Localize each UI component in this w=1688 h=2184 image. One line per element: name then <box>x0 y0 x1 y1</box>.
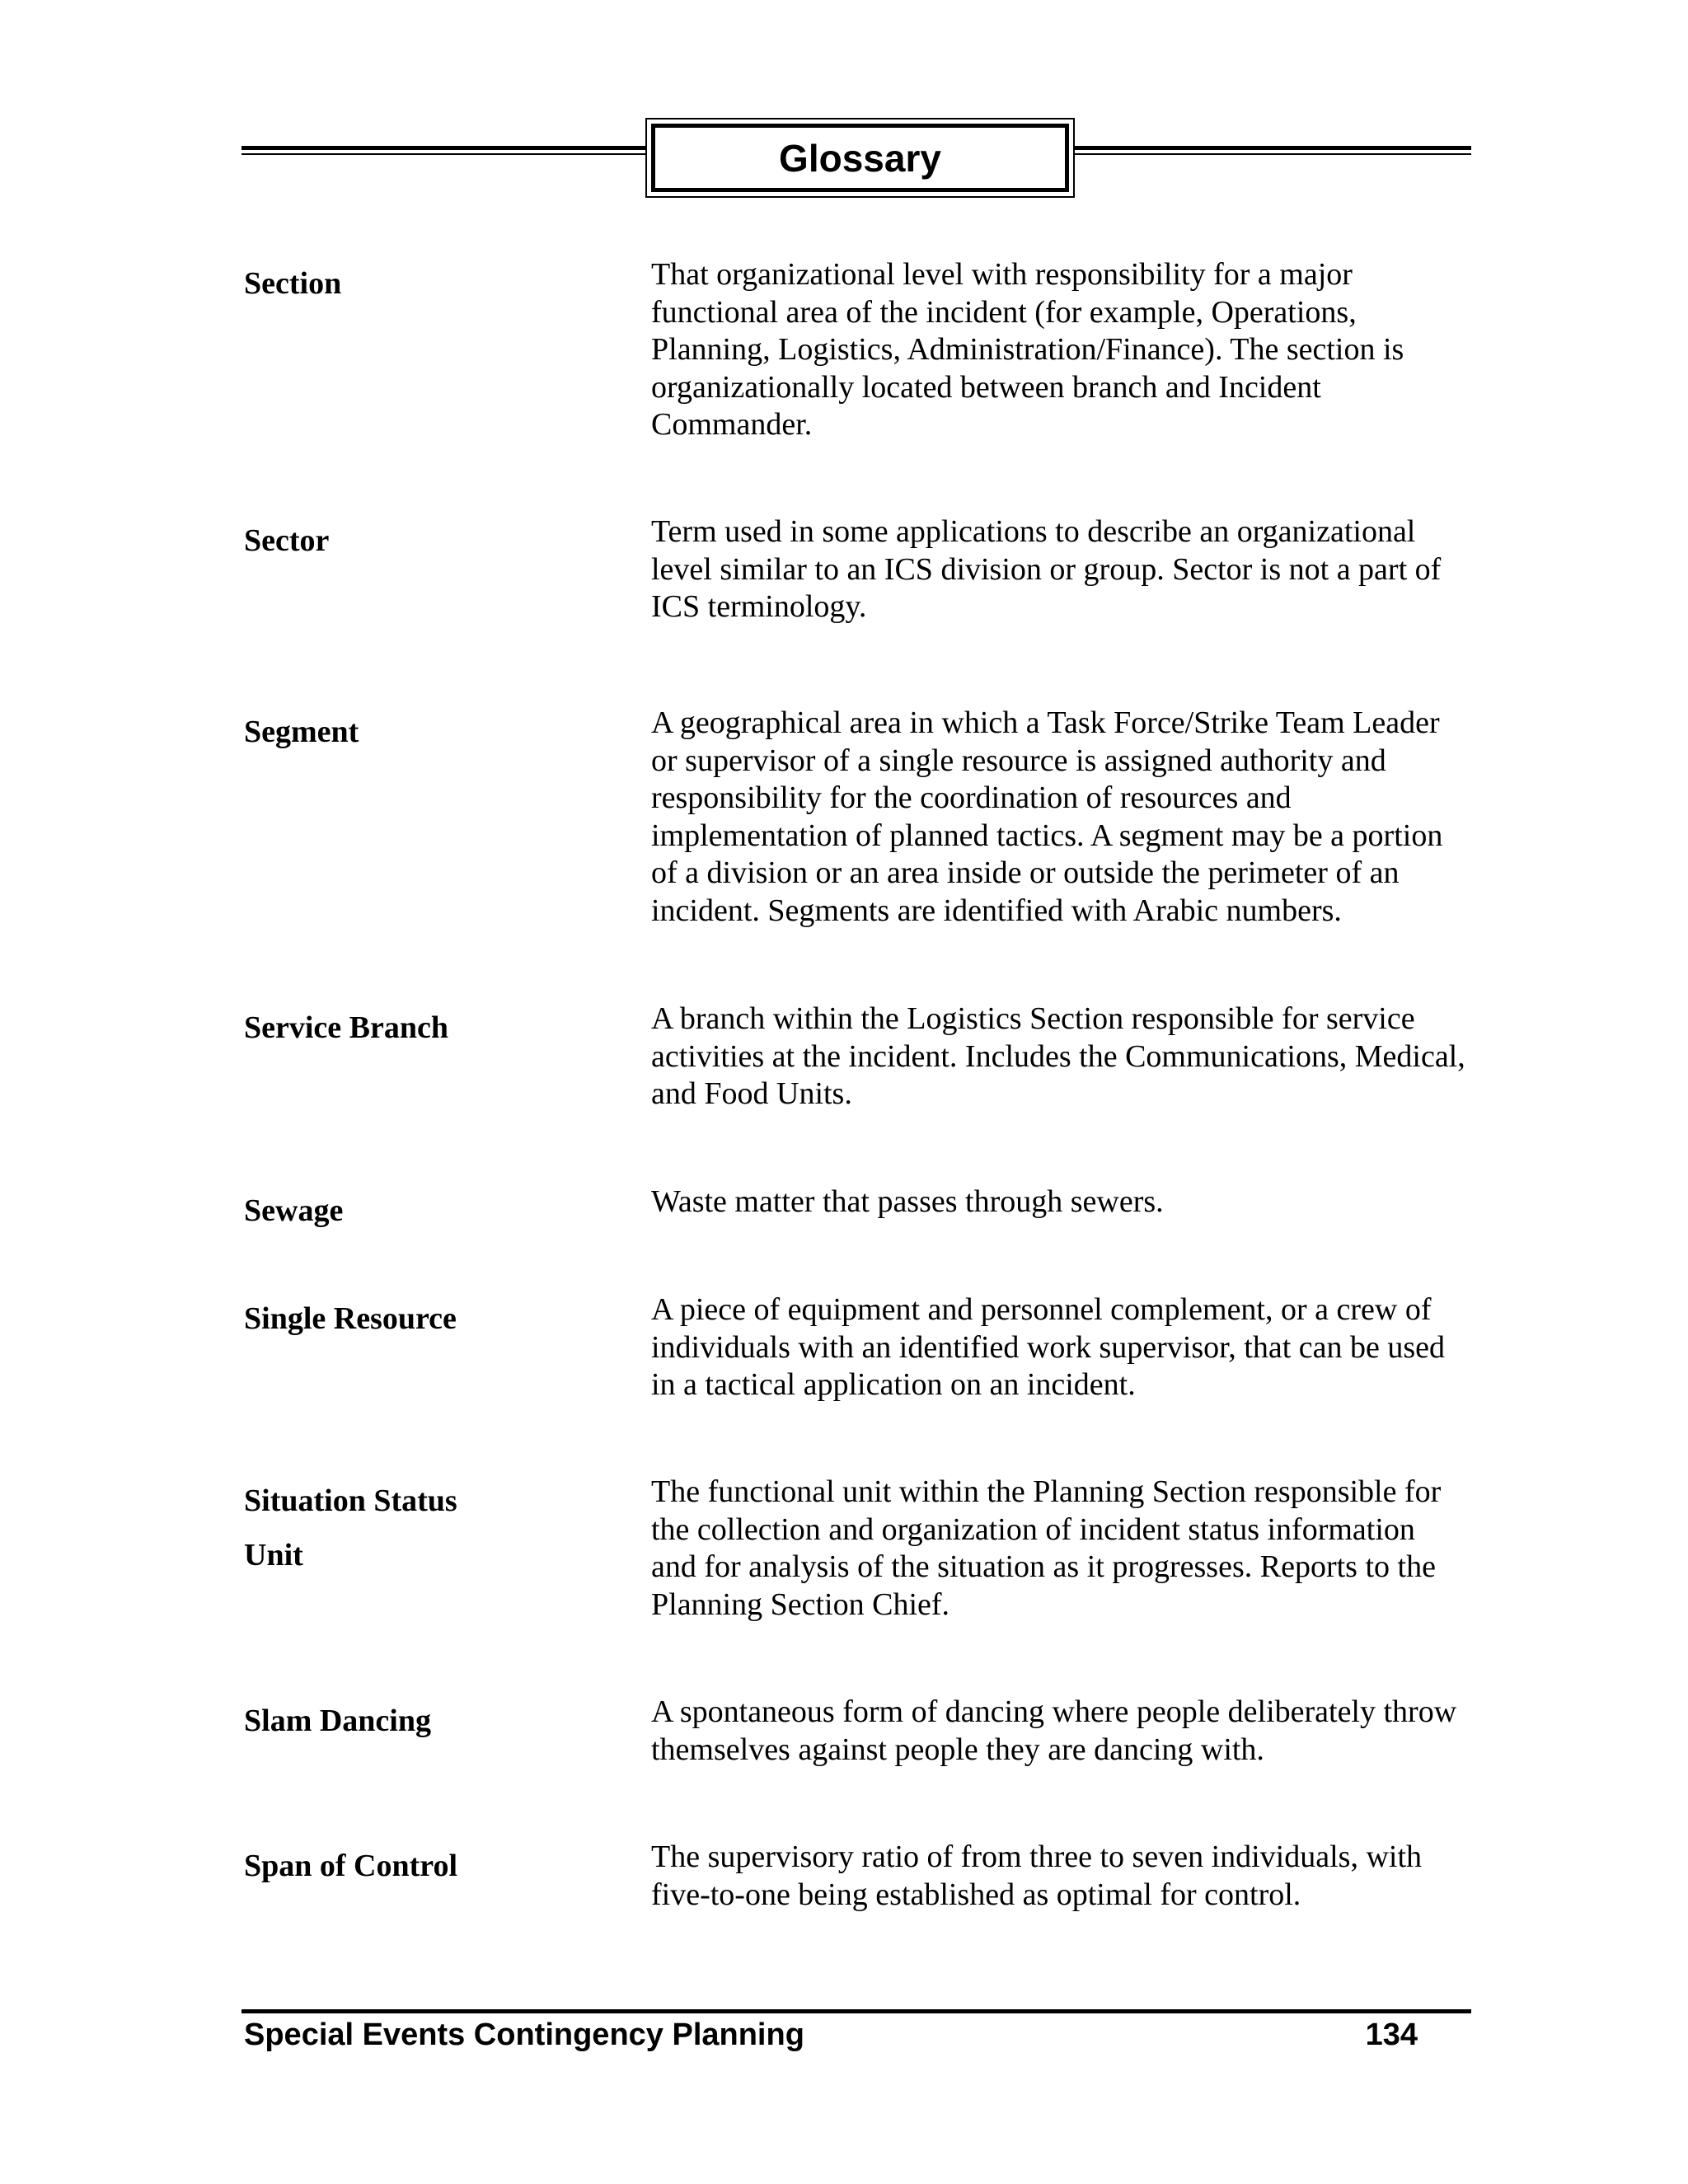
glossary-definition: Term used in some applications to describe an organizational level similar to an ICS division or group. Sector is not a part of ICS terminology. <box>651 514 1442 625</box>
glossary-definition: A spontaneous form of dancing where people deliberately throw themselves against people they are dancing with. <box>651 1694 1457 1767</box>
glossary-term: Span of Control <box>244 1849 458 1883</box>
glossary-definition: A branch within the Logistics Section responsible for service activities at the incident. Includes the Communications, Medical, and Food Units. <box>651 1001 1465 1112</box>
glossary-term: Sewage <box>244 1193 344 1228</box>
footer-title: Special Events Contingency Planning <box>244 2018 804 2052</box>
glossary-term: Situation Status Unit <box>244 1483 457 1572</box>
glossary-definition: Waste matter that passes through sewers. <box>651 1184 1164 1219</box>
footer-rule <box>241 2009 1471 2013</box>
glossary-term: Service Branch <box>244 1010 449 1045</box>
glossary-term: Slam Dancing <box>244 1704 431 1738</box>
glossary-definition: A geographical area in which a Task Force/Strike Team Leader or supervisor of a single resource is assigned authority and responsibility for the coordination of resources and implementation of planned tactics. A segment may be a portion of a division or an area inside or outside the perimeter of an incident. Segments are identified with Arabic numbers. <box>651 705 1443 928</box>
glossary-definition: A piece of equipment and personnel complement, or a crew of individuals with an identified work supervisor, that can be used in a tactical application on an incident. <box>651 1292 1446 1403</box>
header-rule-left <box>241 146 645 155</box>
page-number: 134 <box>1365 2018 1418 2052</box>
glossary-term: Sector <box>244 523 330 558</box>
header-rule-right <box>1075 146 1471 155</box>
glossary-definition: The functional unit within the Planning Section responsible for the collection and organization of incident status information and for analysis of the situation as it progresses. Reports to the Planning Section Chief. <box>651 1474 1442 1622</box>
glossary-definition: That organizational level with responsibility for a major functional area of the incident (for example, Operations, Planning, Logistics, Administration/Finance). The section is organizationally located between branch and Incident Commander. <box>651 257 1404 443</box>
glossary-term: Section <box>244 266 342 301</box>
glossary-definition: The supervisory ratio of from three to seven individuals, with five-to-one being established as optimal for control. <box>651 1840 1423 1912</box>
title-box <box>645 118 1075 198</box>
page-header <box>241 118 1471 198</box>
glossary-term: Segment <box>244 715 359 749</box>
glossary-term: Single Resource <box>244 1301 457 1336</box>
page-title: Glossary <box>651 124 1069 192</box>
